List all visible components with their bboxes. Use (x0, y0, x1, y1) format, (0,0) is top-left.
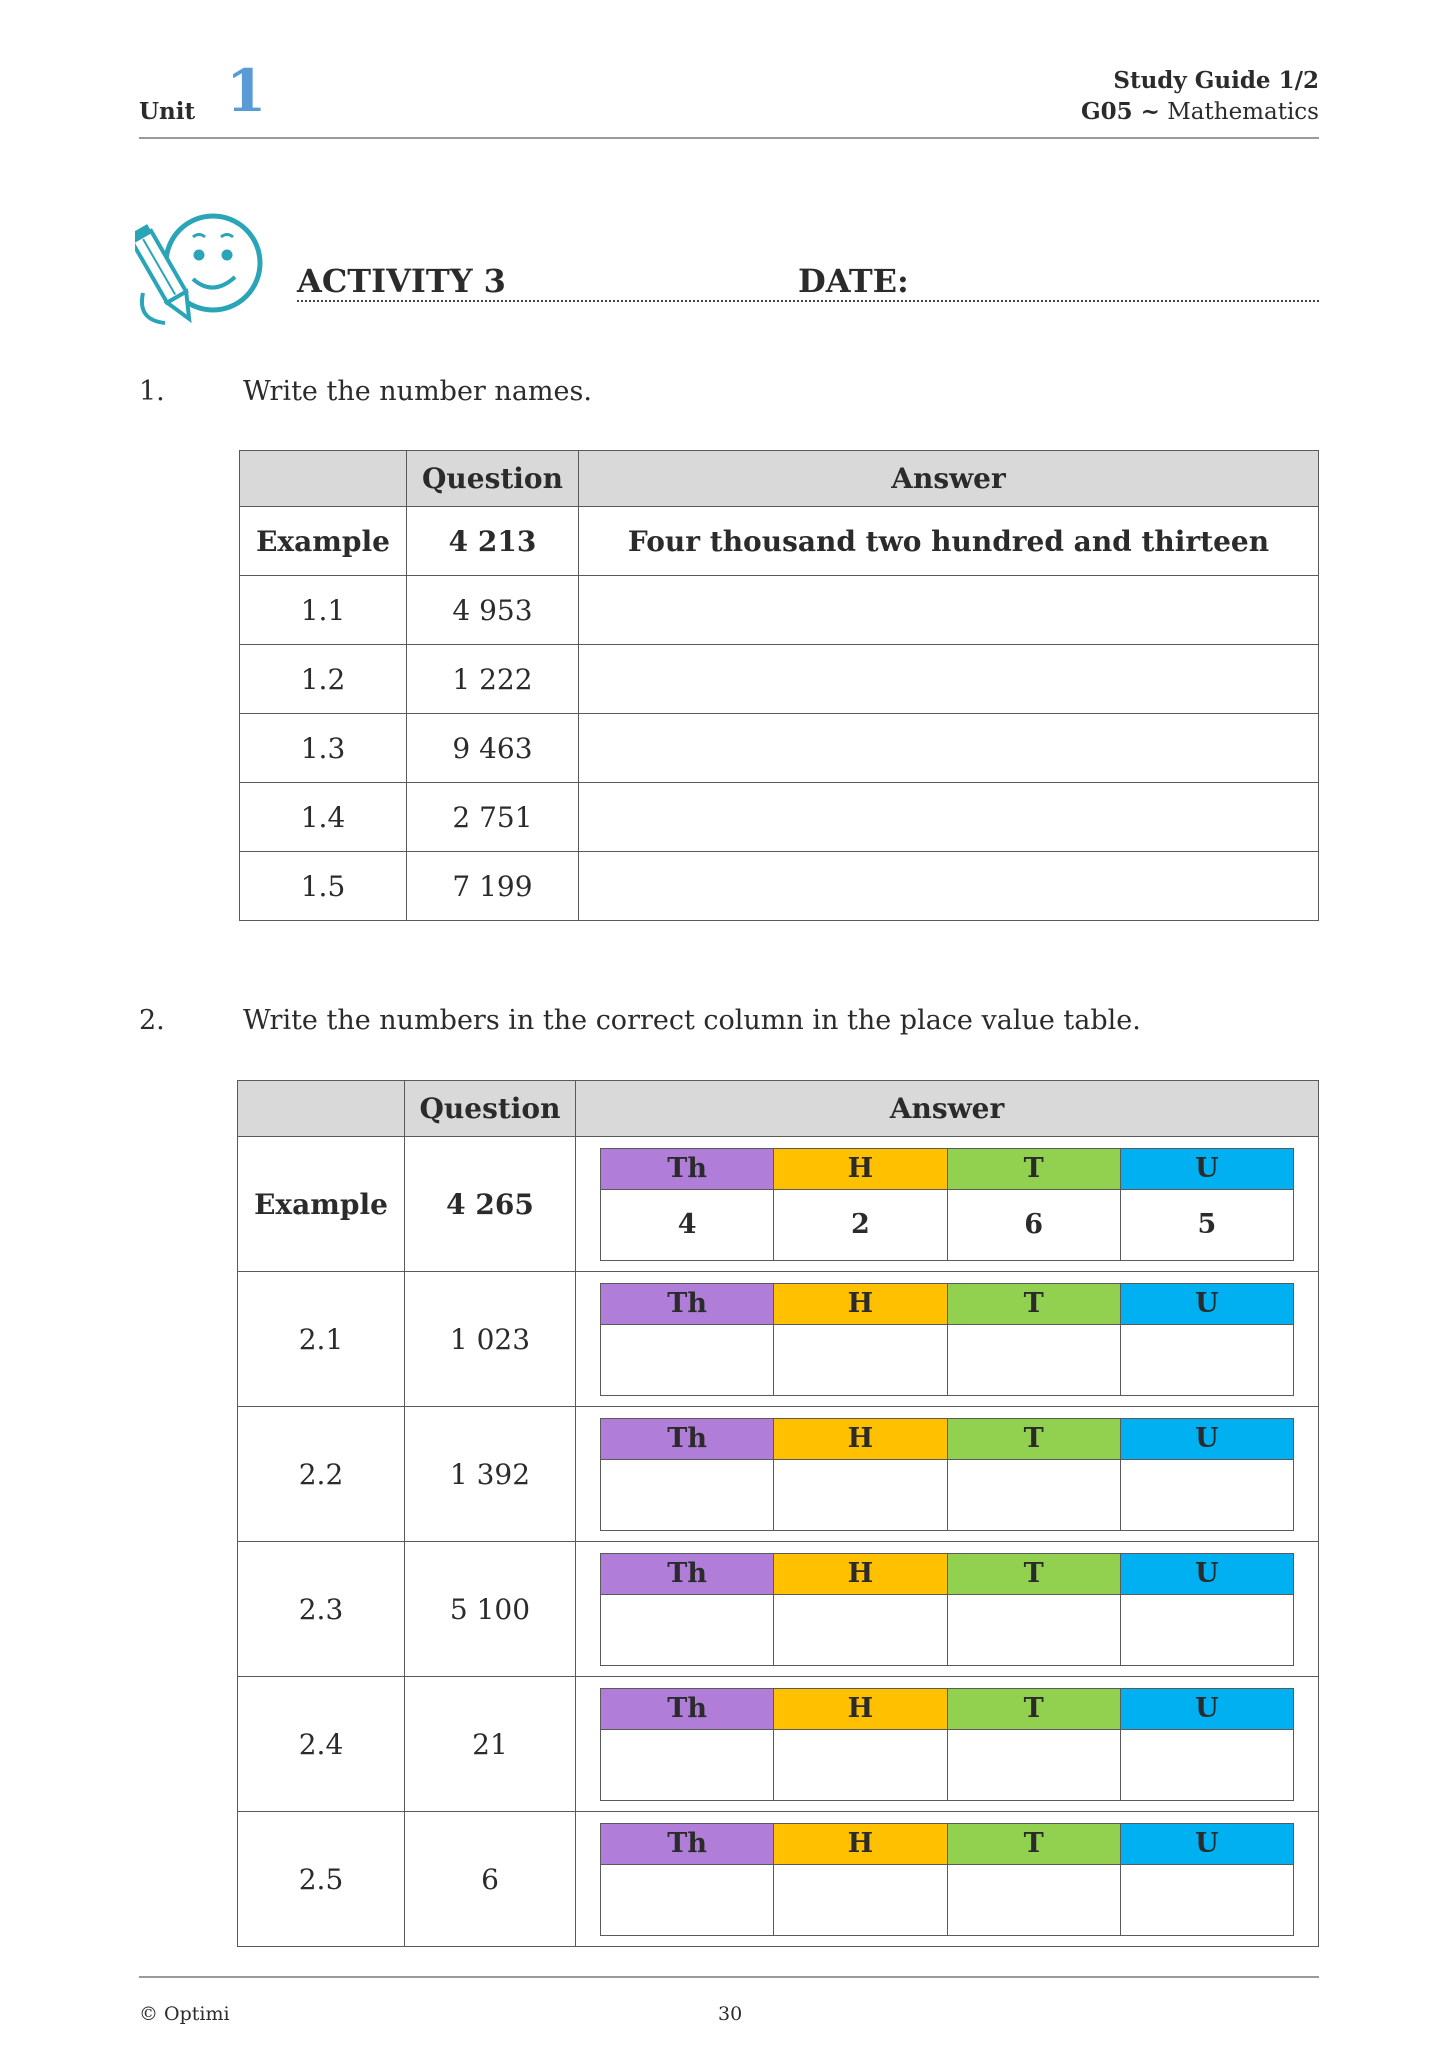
table-row (240, 645, 1319, 714)
col-units-header: U (1120, 1823, 1293, 1864)
header-blank (240, 451, 407, 507)
date-label: DATE: (798, 262, 909, 300)
row-label: 1.4 (240, 783, 407, 852)
col-thousands-header: Th (601, 1688, 774, 1729)
answer-thousands[interactable] (601, 1459, 774, 1530)
col-hundreds-header: H (774, 1553, 947, 1594)
col-tens-header: T (947, 1283, 1120, 1324)
col-tens-header: T (947, 1823, 1120, 1864)
answer-tens[interactable] (947, 1864, 1120, 1935)
place-value-grid (600, 1283, 1294, 1396)
col-tens-header: T (947, 1418, 1120, 1459)
row-label: 2.3 (238, 1542, 405, 1677)
example-place-value-cell (576, 1137, 1319, 1272)
header-blank (238, 1081, 405, 1137)
table-row (240, 714, 1319, 783)
date-write-line[interactable] (297, 300, 1319, 302)
answer-cell[interactable] (579, 576, 1319, 645)
example-label: Example (240, 507, 407, 576)
copyright-text: © Optimi (139, 2003, 230, 2025)
answer-hundreds[interactable] (774, 1594, 947, 1665)
row-label: 1.1 (240, 576, 407, 645)
row-question: 4 953 (407, 576, 579, 645)
row-label: 1.5 (240, 852, 407, 921)
place-value-grid (600, 1553, 1294, 1666)
row-question: 21 (405, 1677, 576, 1812)
example-question: 4 213 (407, 507, 579, 576)
answer-cell[interactable] (579, 645, 1319, 714)
answer-tens[interactable] (947, 1729, 1120, 1800)
col-hundreds-header: H (774, 1688, 947, 1729)
row-label: 2.2 (238, 1407, 405, 1542)
place-value-grid (600, 1688, 1294, 1801)
digit-hundreds: 2 (774, 1189, 947, 1260)
answer-hundreds[interactable] (774, 1459, 947, 1530)
table-row (240, 576, 1319, 645)
subject-line (1081, 98, 1319, 125)
answer-cell[interactable] (579, 714, 1319, 783)
activity-title: ACTIVITY 3 (297, 262, 506, 300)
col-units-header: U (1120, 1148, 1293, 1189)
answer-hundreds[interactable] (774, 1729, 947, 1800)
digit-thousands: 4 (601, 1189, 774, 1260)
answer-tens[interactable] (947, 1324, 1120, 1395)
col-hundreds-header: H (774, 1823, 947, 1864)
digit-units: 5 (1120, 1189, 1293, 1260)
answer-thousands[interactable] (601, 1864, 774, 1935)
col-thousands-header: Th (601, 1148, 774, 1189)
col-thousands-header: Th (601, 1418, 774, 1459)
row-label: 2.5 (238, 1812, 405, 1947)
answer-thousands[interactable] (601, 1729, 774, 1800)
row-label: 1.2 (240, 645, 407, 714)
row-question: 1 023 (405, 1272, 576, 1407)
place-value-grid (600, 1418, 1294, 1531)
place-value-answer-cell (576, 1542, 1319, 1677)
col-units-header: U (1120, 1688, 1293, 1729)
row-label: 1.3 (240, 714, 407, 783)
table-row (238, 1542, 1319, 1677)
example-answer: Four thousand two hundred and thirteen (579, 507, 1319, 576)
table-row (238, 1677, 1319, 1812)
header-question: Question (407, 451, 579, 507)
header-question: Question (405, 1081, 576, 1137)
page-number: 30 (718, 2003, 743, 2025)
answer-cell[interactable] (579, 783, 1319, 852)
answer-hundreds[interactable] (774, 1324, 947, 1395)
answer-units[interactable] (1120, 1594, 1293, 1665)
table-row (238, 1272, 1319, 1407)
place-value-grid (600, 1148, 1294, 1261)
place-value-grid (600, 1823, 1294, 1936)
place-value-answer-cell (576, 1812, 1319, 1947)
answer-hundreds[interactable] (774, 1864, 947, 1935)
place-value-answer-cell (576, 1677, 1319, 1812)
question-1-instruction: Write the number names. (243, 376, 592, 407)
row-question: 7 199 (407, 852, 579, 921)
row-label: 2.4 (238, 1677, 405, 1812)
example-label: Example (238, 1137, 405, 1272)
answer-cell[interactable] (579, 852, 1319, 921)
example-question: 4 265 (405, 1137, 576, 1272)
col-tens-header: T (947, 1688, 1120, 1729)
answer-thousands[interactable] (601, 1324, 774, 1395)
question-2-number: 2. (139, 1005, 165, 1036)
row-question: 2 751 (407, 783, 579, 852)
row-question: 1 222 (407, 645, 579, 714)
col-tens-header: T (947, 1553, 1120, 1594)
answer-thousands[interactable] (601, 1594, 774, 1665)
example-row (240, 507, 1319, 576)
answer-units[interactable] (1120, 1459, 1293, 1530)
subject-name: Mathematics (1167, 99, 1319, 125)
answer-units[interactable] (1120, 1324, 1293, 1395)
answer-tens[interactable] (947, 1459, 1120, 1530)
row-question: 1 392 (405, 1407, 576, 1542)
table-row (240, 852, 1319, 921)
header-answer: Answer (579, 451, 1319, 507)
table-header-row (238, 1081, 1319, 1137)
col-units-header: U (1120, 1418, 1293, 1459)
example-row (238, 1137, 1319, 1272)
header-divider (139, 137, 1319, 139)
question-1-number: 1. (139, 376, 165, 407)
answer-tens[interactable] (947, 1594, 1120, 1665)
study-guide-label: Study Guide 1/2 (1113, 67, 1319, 94)
col-thousands-header: Th (601, 1823, 774, 1864)
col-thousands-header: Th (601, 1283, 774, 1324)
number-names-table (239, 450, 1319, 921)
table-row (240, 783, 1319, 852)
row-question: 6 (405, 1812, 576, 1947)
answer-units[interactable] (1120, 1864, 1293, 1935)
col-hundreds-header: H (774, 1283, 947, 1324)
row-question: 5 100 (405, 1542, 576, 1677)
row-label: 2.1 (238, 1272, 405, 1407)
row-question: 9 463 (407, 714, 579, 783)
smiley-pencil-icon (135, 205, 265, 335)
header-answer: Answer (576, 1081, 1319, 1137)
col-thousands-header: Th (601, 1553, 774, 1594)
col-units-header: U (1120, 1283, 1293, 1324)
footer-divider (139, 1976, 1319, 1978)
table-header-row (240, 451, 1319, 507)
place-value-table (237, 1080, 1319, 1947)
unit-number: 1 (226, 57, 267, 125)
col-hundreds-header: H (774, 1148, 947, 1189)
digit-tens: 6 (947, 1189, 1120, 1260)
question-2-instruction: Write the numbers in the correct column in the place value table. (243, 1005, 1141, 1036)
col-units-header: U (1120, 1553, 1293, 1594)
table-row (238, 1812, 1319, 1947)
table-row (238, 1407, 1319, 1542)
place-value-answer-cell (576, 1407, 1319, 1542)
grade-code: G05 ~ (1081, 98, 1160, 125)
col-tens-header: T (947, 1148, 1120, 1189)
unit-label: Unit (139, 98, 196, 125)
answer-units[interactable] (1120, 1729, 1293, 1800)
place-value-answer-cell (576, 1272, 1319, 1407)
col-hundreds-header: H (774, 1418, 947, 1459)
